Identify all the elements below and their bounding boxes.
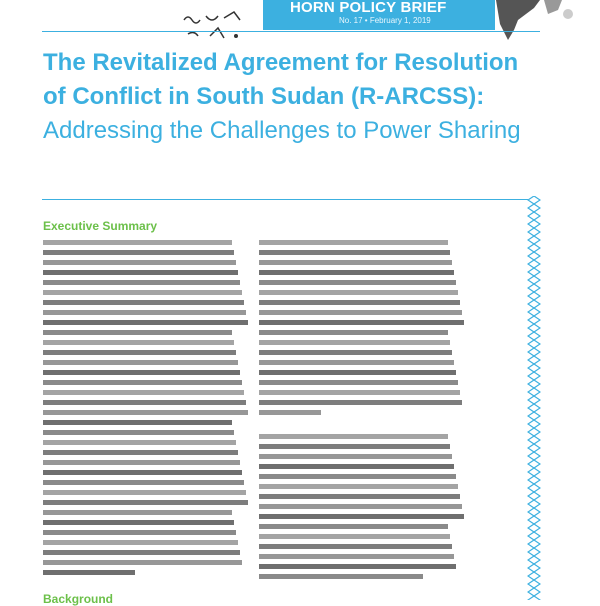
redacted-text-line — [43, 360, 238, 365]
redacted-text-line — [259, 544, 452, 549]
redacted-text-line — [259, 310, 462, 315]
redacted-text-line — [259, 444, 450, 449]
diamond-ornament — [528, 364, 540, 372]
redacted-text-line — [259, 534, 450, 539]
redacted-text-line — [43, 310, 246, 315]
diamond-ornament — [528, 556, 540, 564]
background-heading: Background — [43, 592, 114, 606]
redacted-text-line — [43, 570, 135, 575]
diamond-ornament — [528, 524, 540, 532]
redacted-text-line — [259, 300, 460, 305]
document-title — [43, 46, 523, 148]
redacted-text-line — [259, 554, 454, 559]
redacted-text-line — [43, 340, 234, 345]
diamond-ornament — [528, 324, 540, 332]
redacted-text-line — [259, 260, 452, 265]
diamond-ornament — [528, 236, 540, 244]
diamond-ornament — [528, 444, 540, 452]
diamond-ornament — [528, 420, 540, 428]
redacted-text-line — [43, 280, 240, 285]
diamond-ornament — [528, 460, 540, 468]
header-rule — [42, 31, 540, 32]
diamond-ornament — [528, 260, 540, 268]
redacted-text-line — [259, 370, 456, 375]
redacted-text-line — [43, 390, 244, 395]
diamond-ornament — [528, 540, 540, 548]
redacted-text-line — [43, 250, 234, 255]
diamond-ornament — [528, 492, 540, 500]
redacted-text-line — [43, 540, 238, 545]
redacted-text-line — [259, 290, 458, 295]
diamond-ornament — [528, 476, 540, 484]
diamond-ornament — [528, 468, 540, 476]
redacted-text-line — [259, 380, 458, 385]
section-rule — [42, 199, 528, 200]
diamond-ornament — [528, 388, 540, 396]
redacted-text-line — [43, 460, 240, 465]
redacted-text-line — [259, 250, 450, 255]
diamond-ornament — [528, 452, 540, 460]
diamond-ornament — [528, 284, 540, 292]
diamond-ornament — [528, 500, 540, 508]
redacted-text-line — [43, 430, 234, 435]
diamond-ornament — [528, 428, 540, 436]
diamond-ornament — [528, 196, 540, 204]
redacted-text-line — [43, 440, 236, 445]
redacted-text-line — [259, 474, 456, 479]
diamond-ornament — [528, 372, 540, 380]
series-title: HORN POLICY BRIEF — [290, 0, 447, 16]
redacted-text-line — [43, 370, 240, 375]
redacted-text-line — [43, 290, 242, 295]
diamond-ornament — [528, 356, 540, 364]
diamond-ornament — [528, 220, 540, 228]
redacted-text-line — [259, 524, 448, 529]
summary-column-right-top — [259, 240, 464, 420]
redacted-text-line — [43, 510, 232, 515]
diamond-ornament — [528, 532, 540, 540]
summary-column-left — [43, 240, 248, 580]
diamond-ornament — [528, 484, 540, 492]
diamond-ornament — [528, 396, 540, 404]
diamond-ornament — [528, 244, 540, 252]
decorative-border-pattern — [527, 196, 541, 600]
redacted-text-line — [43, 300, 244, 305]
diamond-ornament — [528, 316, 540, 324]
redacted-text-line — [43, 560, 242, 565]
diamond-ornament — [528, 588, 540, 596]
redacted-text-line — [259, 400, 462, 405]
logo-sketch-icon — [176, 6, 256, 50]
redacted-text-line — [43, 450, 238, 455]
diamond-ornament — [528, 308, 540, 316]
redacted-text-line — [259, 514, 464, 519]
redacted-text-line — [259, 454, 452, 459]
diamond-ornament — [528, 204, 540, 212]
redacted-text-line — [43, 520, 234, 525]
redacted-text-line — [259, 240, 448, 245]
diamond-ornament — [528, 516, 540, 524]
diamond-ornament — [528, 580, 540, 588]
redacted-text-line — [259, 270, 454, 275]
redacted-text-line — [259, 320, 464, 325]
redacted-text-line — [43, 500, 248, 505]
diamond-ornament — [528, 596, 540, 600]
diamond-ornament — [528, 276, 540, 284]
redacted-text-line — [43, 350, 236, 355]
redacted-text-line — [259, 484, 458, 489]
redacted-text-line — [43, 400, 246, 405]
summary-column-right-bottom — [259, 434, 464, 584]
diamond-ornament — [528, 252, 540, 260]
redacted-text-line — [259, 330, 448, 335]
issue-date: No. 17 • February 1, 2019 — [339, 16, 431, 25]
redacted-text-line — [259, 504, 462, 509]
redacted-text-line — [43, 530, 236, 535]
redacted-text-line — [43, 470, 242, 475]
diamond-ornament — [528, 508, 540, 516]
diamond-ornament — [528, 228, 540, 236]
redacted-text-line — [43, 240, 232, 245]
redacted-text-line — [43, 260, 236, 265]
diamond-ornament — [528, 292, 540, 300]
diamond-ornament — [528, 340, 540, 348]
diamond-ornament — [528, 548, 540, 556]
redacted-text-line — [43, 550, 240, 555]
redacted-text-line — [259, 494, 460, 499]
redacted-text-line — [259, 280, 456, 285]
diamond-ornament — [528, 380, 540, 388]
redacted-text-line — [43, 330, 232, 335]
diamond-ornament — [528, 268, 540, 276]
redacted-text-line — [43, 490, 246, 495]
title-bold: The Revitalized Agreement for Resolution of Conflict in South Sudan (R-ARCSS): — [43, 49, 519, 110]
title-regular: Addressing the Challenges to Power Sharing — [43, 117, 521, 144]
redacted-text-line — [259, 390, 460, 395]
redacted-text-line — [259, 360, 454, 365]
redacted-text-line — [43, 380, 242, 385]
redacted-text-line — [43, 410, 248, 415]
diamond-ornament — [528, 404, 540, 412]
diamond-ornament — [528, 572, 540, 580]
redacted-text-line — [43, 420, 232, 425]
redacted-text-line — [43, 270, 238, 275]
redacted-text-line — [259, 464, 454, 469]
redacted-text-line — [259, 340, 450, 345]
redacted-text-line — [259, 574, 423, 579]
diamond-ornament — [528, 212, 540, 220]
redacted-text-line — [43, 480, 244, 485]
redacted-text-line — [259, 564, 456, 569]
map-graphic-icon — [496, 0, 600, 40]
diamond-ornament — [528, 348, 540, 356]
redacted-text-line — [259, 350, 452, 355]
diamond-ornament — [528, 564, 540, 572]
redacted-text-line — [259, 434, 448, 439]
redacted-text-line — [259, 410, 321, 415]
diamond-ornament — [528, 436, 540, 444]
diamond-ornament — [528, 300, 540, 308]
diamond-ornament — [528, 332, 540, 340]
executive-summary-heading: Executive Summary — [43, 219, 158, 233]
redacted-text-line — [43, 320, 248, 325]
diamond-ornament — [528, 412, 540, 420]
